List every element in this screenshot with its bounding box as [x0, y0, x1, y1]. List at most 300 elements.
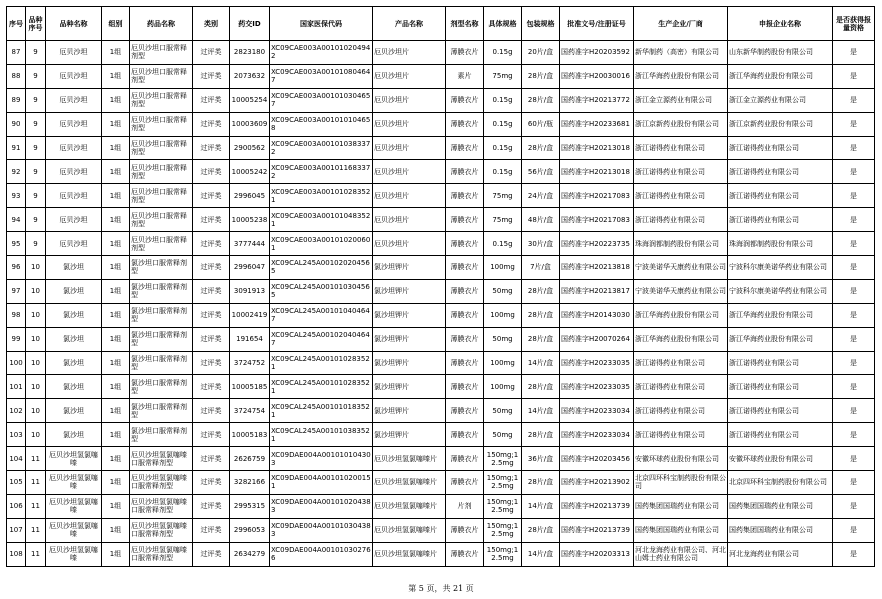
cell-category: 过评类 [193, 303, 230, 327]
cell-category: 过评类 [193, 41, 230, 65]
cell-variety-number: 10 [26, 375, 46, 399]
cell-insurance-code: XC09CAE003A001010483521 [270, 208, 373, 232]
cell-insurance-code: XC09DAE004A001010200151 [270, 471, 373, 495]
cell-package-spec: 14片/盒 [522, 494, 560, 518]
cell-category: 过评类 [193, 471, 230, 495]
cell-group: 1组 [102, 88, 130, 112]
cell-drug-name: 厄贝沙坦口服常释剂型 [130, 232, 193, 256]
cell-specification: 75mg [484, 208, 522, 232]
cell-insurance-code: XC09CAE003A001011683372 [270, 160, 373, 184]
cell-specification: 150mg;12.5mg [484, 542, 522, 566]
cell-dosage-form: 薄膜衣片 [446, 327, 484, 351]
cell-specification: 50mg [484, 399, 522, 423]
cell-manufacturer: 浙江诺得药业有限公司 [634, 208, 728, 232]
cell-row-number: 107 [7, 518, 26, 542]
cell-insurance-code: XC09CAL245A001010304565 [270, 279, 373, 303]
cell-variety-name: 氯沙坦 [46, 399, 102, 423]
cell-variety-name: 厄贝沙坦 [46, 232, 102, 256]
cell-row-number: 87 [7, 41, 26, 65]
cell-row-number: 90 [7, 112, 26, 136]
cell-trade-id: 2996045 [230, 184, 270, 208]
cell-drug-name: 厄贝沙坦口服常释剂型 [130, 88, 193, 112]
cell-variety-number: 11 [26, 447, 46, 471]
cell-qualification: 是 [833, 112, 875, 136]
cell-variety-name: 厄贝沙坦 [46, 136, 102, 160]
cell-group: 1组 [102, 327, 130, 351]
cell-package-spec: 20片/盒 [522, 41, 560, 65]
cell-dosage-form: 薄膜衣片 [446, 279, 484, 303]
cell-category: 过评类 [193, 423, 230, 447]
cell-drug-name: 氯沙坦口服常释剂型 [130, 279, 193, 303]
cell-qualification: 是 [833, 447, 875, 471]
cell-variety-name: 厄贝沙坦氢氯噻嗪 [46, 518, 102, 542]
cell-category: 过评类 [193, 232, 230, 256]
cell-approval-number: 国药准字H20217083 [560, 184, 634, 208]
cell-row-number: 93 [7, 184, 26, 208]
cell-applicant: 浙江诺得药业有限公司 [728, 136, 833, 160]
cell-trade-id: 191654 [230, 327, 270, 351]
cell-trade-id: 2626759 [230, 447, 270, 471]
cell-insurance-code: XC09CAE003A001010283521 [270, 184, 373, 208]
cell-variety-number: 10 [26, 327, 46, 351]
cell-specification: 50mg [484, 423, 522, 447]
header-row [7, 7, 875, 41]
cell-trade-id: 2823180 [230, 41, 270, 65]
cell-dosage-form: 素片 [446, 64, 484, 88]
cell-product-name: 氯沙坦钾片 [373, 327, 446, 351]
cell-product-name: 厄贝沙坦氢氯噻嗪片 [373, 494, 446, 518]
cell-approval-number: 国药准字H20213018 [560, 160, 634, 184]
cell-manufacturer: 国药集团国瑞药业有限公司 [634, 518, 728, 542]
cell-drug-name: 厄贝沙坦氢氯噻嗪口服常释剂型 [130, 542, 193, 566]
cell-product-name: 厄贝沙坦氢氯噻嗪片 [373, 518, 446, 542]
table-row [7, 351, 875, 375]
cell-qualification: 是 [833, 184, 875, 208]
cell-variety-number: 9 [26, 184, 46, 208]
cell-drug-name: 厄贝沙坦口服常释剂型 [130, 112, 193, 136]
cell-insurance-code: XC09DAE004A001010304383 [270, 518, 373, 542]
cell-trade-id: 10002419 [230, 303, 270, 327]
table-row [7, 184, 875, 208]
cell-manufacturer: 浙江诺得药业有限公司 [634, 136, 728, 160]
cell-insurance-code: XC09CAE003A001010204942 [270, 41, 373, 65]
cell-product-name: 氯沙坦钾片 [373, 279, 446, 303]
cell-manufacturer: 浙江诺得药业有限公司 [634, 423, 728, 447]
cell-variety-name: 厄贝沙坦氢氯噻嗪 [46, 471, 102, 495]
table-row [7, 447, 875, 471]
cell-product-name: 厄贝沙坦氢氯噻嗪片 [373, 447, 446, 471]
cell-row-number: 103 [7, 423, 26, 447]
cell-specification: 150mg;12.5mg [484, 471, 522, 495]
cell-specification: 0.15g [484, 41, 522, 65]
cell-applicant: 河北龙海药业有限公司 [728, 542, 833, 566]
column-header: 组别 [102, 7, 130, 41]
cell-variety-name: 厄贝沙坦 [46, 112, 102, 136]
cell-drug-name: 氯沙坦口服常释剂型 [130, 399, 193, 423]
cell-trade-id: 3724754 [230, 399, 270, 423]
cell-package-spec: 48片/盒 [522, 208, 560, 232]
cell-trade-id: 3091913 [230, 279, 270, 303]
cell-group: 1组 [102, 136, 130, 160]
cell-approval-number: 国药准字H20070264 [560, 327, 634, 351]
cell-package-spec: 30片/盒 [522, 232, 560, 256]
cell-specification: 150mg;12.5mg [484, 494, 522, 518]
cell-approval-number: 国药准字H20213772 [560, 88, 634, 112]
column-header: 申报企业名称 [728, 7, 833, 41]
cell-dosage-form: 薄膜衣片 [446, 208, 484, 232]
column-header: 国家医保代码 [270, 7, 373, 41]
cell-manufacturer: 浙江诺得药业有限公司 [634, 399, 728, 423]
cell-approval-number: 国药准字H20223735 [560, 232, 634, 256]
cell-variety-number: 9 [26, 41, 46, 65]
cell-insurance-code: XC09CAE003A001010104658 [270, 112, 373, 136]
cell-category: 过评类 [193, 494, 230, 518]
cell-row-number: 105 [7, 471, 26, 495]
cell-specification: 0.15g [484, 112, 522, 136]
cell-row-number: 95 [7, 232, 26, 256]
cell-row-number: 98 [7, 303, 26, 327]
cell-specification: 75mg [484, 184, 522, 208]
cell-group: 1组 [102, 375, 130, 399]
cell-insurance-code: XC09CAL245A001010183521 [270, 399, 373, 423]
cell-insurance-code: XC09DAE004A001010302766 [270, 542, 373, 566]
cell-group: 1组 [102, 423, 130, 447]
table-row [7, 256, 875, 280]
cell-approval-number: 国药准字H20213817 [560, 279, 634, 303]
cell-dosage-form: 薄膜衣片 [446, 351, 484, 375]
cell-product-name: 厄贝沙坦片 [373, 64, 446, 88]
cell-approval-number: 国药准字H20233681 [560, 112, 634, 136]
cell-drug-name: 厄贝沙坦口服常释剂型 [130, 160, 193, 184]
cell-applicant: 北京四环科宝制药股份有限公司 [728, 471, 833, 495]
cell-variety-name: 氯沙坦 [46, 423, 102, 447]
cell-trade-id: 2073632 [230, 64, 270, 88]
cell-package-spec: 28片/盒 [522, 423, 560, 447]
cell-row-number: 88 [7, 64, 26, 88]
cell-qualification: 是 [833, 518, 875, 542]
cell-package-spec: 14片/盒 [522, 351, 560, 375]
cell-row-number: 99 [7, 327, 26, 351]
cell-specification: 100mg [484, 256, 522, 280]
cell-product-name: 厄贝沙坦片 [373, 88, 446, 112]
cell-trade-id: 2995315 [230, 494, 270, 518]
cell-dosage-form: 片剂 [446, 494, 484, 518]
cell-dosage-form: 薄膜衣片 [446, 471, 484, 495]
cell-drug-name: 氯沙坦口服常释剂型 [130, 351, 193, 375]
cell-variety-number: 11 [26, 471, 46, 495]
cell-approval-number: 国药准字H20143030 [560, 303, 634, 327]
cell-category: 过评类 [193, 64, 230, 88]
cell-group: 1组 [102, 232, 130, 256]
cell-variety-number: 9 [26, 208, 46, 232]
table-row [7, 303, 875, 327]
cell-manufacturer: 国药集团国瑞药业有限公司 [634, 494, 728, 518]
cell-row-number: 91 [7, 136, 26, 160]
cell-group: 1组 [102, 184, 130, 208]
cell-qualification: 是 [833, 232, 875, 256]
cell-trade-id: 2996053 [230, 518, 270, 542]
cell-specification: 100mg [484, 375, 522, 399]
cell-drug-name: 氯沙坦口服常释剂型 [130, 423, 193, 447]
cell-manufacturer: 浙江诺得药业有限公司 [634, 160, 728, 184]
cell-manufacturer: 浙江华海药业股份有限公司 [634, 64, 728, 88]
cell-approval-number: 国药准字H20213739 [560, 518, 634, 542]
column-header: 具体规格 [484, 7, 522, 41]
cell-applicant: 浙江诺得药业有限公司 [728, 399, 833, 423]
column-header: 品种序号 [26, 7, 46, 41]
cell-trade-id: 10005185 [230, 375, 270, 399]
cell-drug-name: 氯沙坦口服常释剂型 [130, 375, 193, 399]
cell-package-spec: 28片/盒 [522, 279, 560, 303]
cell-qualification: 是 [833, 88, 875, 112]
cell-insurance-code: XC09CAL245A001010283521 [270, 375, 373, 399]
cell-package-spec: 14片/盒 [522, 542, 560, 566]
cell-specification: 0.15g [484, 136, 522, 160]
cell-specification: 150mg;12.5mg [484, 447, 522, 471]
column-header: 生产企业/厂商 [634, 7, 728, 41]
cell-row-number: 92 [7, 160, 26, 184]
cell-dosage-form: 薄膜衣片 [446, 136, 484, 160]
column-header: 序号 [7, 7, 26, 41]
cell-package-spec: 28片/盒 [522, 303, 560, 327]
cell-row-number: 108 [7, 542, 26, 566]
cell-drug-name: 厄贝沙坦口服常释剂型 [130, 41, 193, 65]
cell-specification: 0.15g [484, 88, 522, 112]
cell-product-name: 氯沙坦钾片 [373, 351, 446, 375]
cell-package-spec: 28片/盒 [522, 518, 560, 542]
cell-variety-number: 10 [26, 303, 46, 327]
cell-row-number: 101 [7, 375, 26, 399]
cell-trade-id: 10003609 [230, 112, 270, 136]
cell-insurance-code: XC09CAL245A001020404647 [270, 327, 373, 351]
cell-product-name: 厄贝沙坦片 [373, 160, 446, 184]
column-header: 品种名称 [46, 7, 102, 41]
column-header: 产品名称 [373, 7, 446, 41]
cell-variety-name: 氯沙坦 [46, 303, 102, 327]
table-row [7, 136, 875, 160]
cell-trade-id: 2996047 [230, 256, 270, 280]
page-number: 第 5 页，共 21 页 [408, 584, 474, 593]
cell-manufacturer: 新华制药（高密）有限公司 [634, 41, 728, 65]
cell-applicant: 浙江诺得药业有限公司 [728, 184, 833, 208]
cell-variety-number: 10 [26, 351, 46, 375]
cell-applicant: 浙江诺得药业有限公司 [728, 208, 833, 232]
cell-dosage-form: 薄膜衣片 [446, 542, 484, 566]
cell-drug-name: 氯沙坦口服常释剂型 [130, 303, 193, 327]
table-row [7, 399, 875, 423]
cell-variety-number: 9 [26, 64, 46, 88]
cell-approval-number: 国药准字H20203456 [560, 447, 634, 471]
cell-variety-name: 厄贝沙坦 [46, 208, 102, 232]
cell-dosage-form: 薄膜衣片 [446, 375, 484, 399]
cell-drug-name: 氯沙坦口服常释剂型 [130, 256, 193, 280]
cell-manufacturer: 珠海润都制药股份有限公司 [634, 232, 728, 256]
cell-variety-name: 氯沙坦 [46, 327, 102, 351]
cell-category: 过评类 [193, 184, 230, 208]
cell-group: 1组 [102, 471, 130, 495]
cell-qualification: 是 [833, 375, 875, 399]
table-row [7, 471, 875, 495]
cell-package-spec: 28片/盒 [522, 375, 560, 399]
cell-row-number: 102 [7, 399, 26, 423]
cell-dosage-form: 薄膜衣片 [446, 41, 484, 65]
cell-package-spec: 24片/盒 [522, 184, 560, 208]
cell-category: 过评类 [193, 327, 230, 351]
cell-approval-number: 国药准字H20213818 [560, 256, 634, 280]
cell-variety-name: 厄贝沙坦 [46, 160, 102, 184]
cell-applicant: 安徽环球药业股份有限公司 [728, 447, 833, 471]
cell-approval-number: 国药准字H20213902 [560, 471, 634, 495]
cell-category: 过评类 [193, 136, 230, 160]
cell-insurance-code: XC09CAL245A001010383521 [270, 423, 373, 447]
cell-drug-name: 厄贝沙坦口服常释剂型 [130, 136, 193, 160]
cell-group: 1组 [102, 518, 130, 542]
cell-product-name: 厄贝沙坦片 [373, 184, 446, 208]
cell-category: 过评类 [193, 208, 230, 232]
cell-applicant: 宁波科尔康美诺华药业有限公司 [728, 279, 833, 303]
table-row [7, 232, 875, 256]
cell-package-spec: 60片/瓶 [522, 112, 560, 136]
cell-manufacturer: 浙江诺得药业有限公司 [634, 351, 728, 375]
cell-manufacturer: 河北龙海药业有限公司、河北山姆士药业有限公司 [634, 542, 728, 566]
column-header: 批准文号/注册证号 [560, 7, 634, 41]
table-row [7, 518, 875, 542]
cell-group: 1组 [102, 208, 130, 232]
cell-product-name: 氯沙坦钾片 [373, 375, 446, 399]
table-row [7, 64, 875, 88]
cell-package-spec: 28片/盒 [522, 471, 560, 495]
cell-dosage-form: 薄膜衣片 [446, 399, 484, 423]
column-header: 药品名称 [130, 7, 193, 41]
table-row [7, 494, 875, 518]
cell-variety-number: 10 [26, 279, 46, 303]
cell-qualification: 是 [833, 542, 875, 566]
table-row [7, 208, 875, 232]
cell-manufacturer: 浙江诺得药业有限公司 [634, 375, 728, 399]
cell-product-name: 氯沙坦钾片 [373, 303, 446, 327]
cell-specification: 100mg [484, 351, 522, 375]
cell-group: 1组 [102, 494, 130, 518]
cell-category: 过评类 [193, 542, 230, 566]
cell-qualification: 是 [833, 64, 875, 88]
cell-product-name: 氯沙坦钾片 [373, 399, 446, 423]
cell-manufacturer: 浙江京新药业股份有限公司 [634, 112, 728, 136]
cell-qualification: 是 [833, 494, 875, 518]
cell-group: 1组 [102, 303, 130, 327]
cell-variety-number: 9 [26, 88, 46, 112]
cell-trade-id: 3724752 [230, 351, 270, 375]
cell-manufacturer: 宁波美诺华天康药业有限公司 [634, 279, 728, 303]
cell-trade-id: 3282166 [230, 471, 270, 495]
cell-variety-name: 氯沙坦 [46, 375, 102, 399]
cell-group: 1组 [102, 542, 130, 566]
cell-group: 1组 [102, 41, 130, 65]
cell-package-spec: 36片/盒 [522, 447, 560, 471]
cell-product-name: 厄贝沙坦氢氯噻嗪片 [373, 471, 446, 495]
cell-approval-number: 国药准字H20233034 [560, 423, 634, 447]
cell-variety-name: 厄贝沙坦 [46, 88, 102, 112]
cell-product-name: 氯沙坦钾片 [373, 256, 446, 280]
table-row [7, 160, 875, 184]
cell-package-spec: 56片/盒 [522, 160, 560, 184]
cell-trade-id: 10005242 [230, 160, 270, 184]
cell-specification: 75mg [484, 64, 522, 88]
cell-applicant: 浙江华海药业股份有限公司 [728, 303, 833, 327]
cell-qualification: 是 [833, 471, 875, 495]
cell-qualification: 是 [833, 208, 875, 232]
cell-dosage-form: 薄膜衣片 [446, 423, 484, 447]
cell-drug-name: 氯沙坦口服常释剂型 [130, 327, 193, 351]
cell-variety-number: 11 [26, 518, 46, 542]
cell-qualification: 是 [833, 256, 875, 280]
cell-qualification: 是 [833, 399, 875, 423]
cell-manufacturer: 安徽环球药业股份有限公司 [634, 447, 728, 471]
cell-applicant: 国药集团国瑞药业有限公司 [728, 518, 833, 542]
cell-manufacturer: 浙江华海药业股份有限公司 [634, 327, 728, 351]
cell-category: 过评类 [193, 447, 230, 471]
cell-row-number: 106 [7, 494, 26, 518]
cell-qualification: 是 [833, 351, 875, 375]
cell-insurance-code: XC09CAE003A001010383372 [270, 136, 373, 160]
cell-manufacturer: 浙江金立源药业有限公司 [634, 88, 728, 112]
cell-drug-name: 厄贝沙坦口服常释剂型 [130, 208, 193, 232]
cell-specification: 0.15g [484, 160, 522, 184]
cell-approval-number: 国药准字H20203313 [560, 542, 634, 566]
cell-trade-id: 10005183 [230, 423, 270, 447]
cell-row-number: 89 [7, 88, 26, 112]
cell-specification: 150mg;12.5mg [484, 518, 522, 542]
cell-category: 过评类 [193, 351, 230, 375]
cell-approval-number: 国药准字H20233035 [560, 351, 634, 375]
cell-dosage-form: 薄膜衣片 [446, 256, 484, 280]
cell-group: 1组 [102, 447, 130, 471]
cell-insurance-code: XC09CAL245A001010404647 [270, 303, 373, 327]
column-header: 类别 [193, 7, 230, 41]
column-header: 剂型名称 [446, 7, 484, 41]
cell-variety-number: 9 [26, 160, 46, 184]
cell-qualification: 是 [833, 136, 875, 160]
cell-trade-id: 10005254 [230, 88, 270, 112]
cell-applicant: 浙江金立源药业有限公司 [728, 88, 833, 112]
cell-drug-name: 厄贝沙坦氢氯噻嗪口服常释剂型 [130, 494, 193, 518]
table-row [7, 423, 875, 447]
table-row [7, 41, 875, 65]
cell-variety-name: 厄贝沙坦 [46, 64, 102, 88]
cell-approval-number: 国药准字H20233034 [560, 399, 634, 423]
cell-variety-name: 厄贝沙坦氢氯噻嗪 [46, 494, 102, 518]
cell-trade-id: 2634279 [230, 542, 270, 566]
cell-dosage-form: 薄膜衣片 [446, 447, 484, 471]
cell-variety-number: 9 [26, 112, 46, 136]
column-header: 是否获得报量资格 [833, 7, 875, 41]
cell-specification: 50mg [484, 327, 522, 351]
cell-dosage-form: 薄膜衣片 [446, 160, 484, 184]
cell-group: 1组 [102, 160, 130, 184]
cell-row-number: 104 [7, 447, 26, 471]
cell-dosage-form: 薄膜衣片 [446, 303, 484, 327]
cell-applicant: 浙江京新药业股份有限公司 [728, 112, 833, 136]
cell-group: 1组 [102, 399, 130, 423]
cell-dosage-form: 薄膜衣片 [446, 88, 484, 112]
cell-applicant: 浙江诺得药业有限公司 [728, 375, 833, 399]
cell-row-number: 94 [7, 208, 26, 232]
cell-approval-number: 国药准字H20233035 [560, 375, 634, 399]
cell-group: 1组 [102, 279, 130, 303]
cell-category: 过评类 [193, 399, 230, 423]
cell-variety-name: 厄贝沙坦氢氯噻嗪 [46, 542, 102, 566]
cell-variety-name: 厄贝沙坦 [46, 41, 102, 65]
cell-qualification: 是 [833, 41, 875, 65]
